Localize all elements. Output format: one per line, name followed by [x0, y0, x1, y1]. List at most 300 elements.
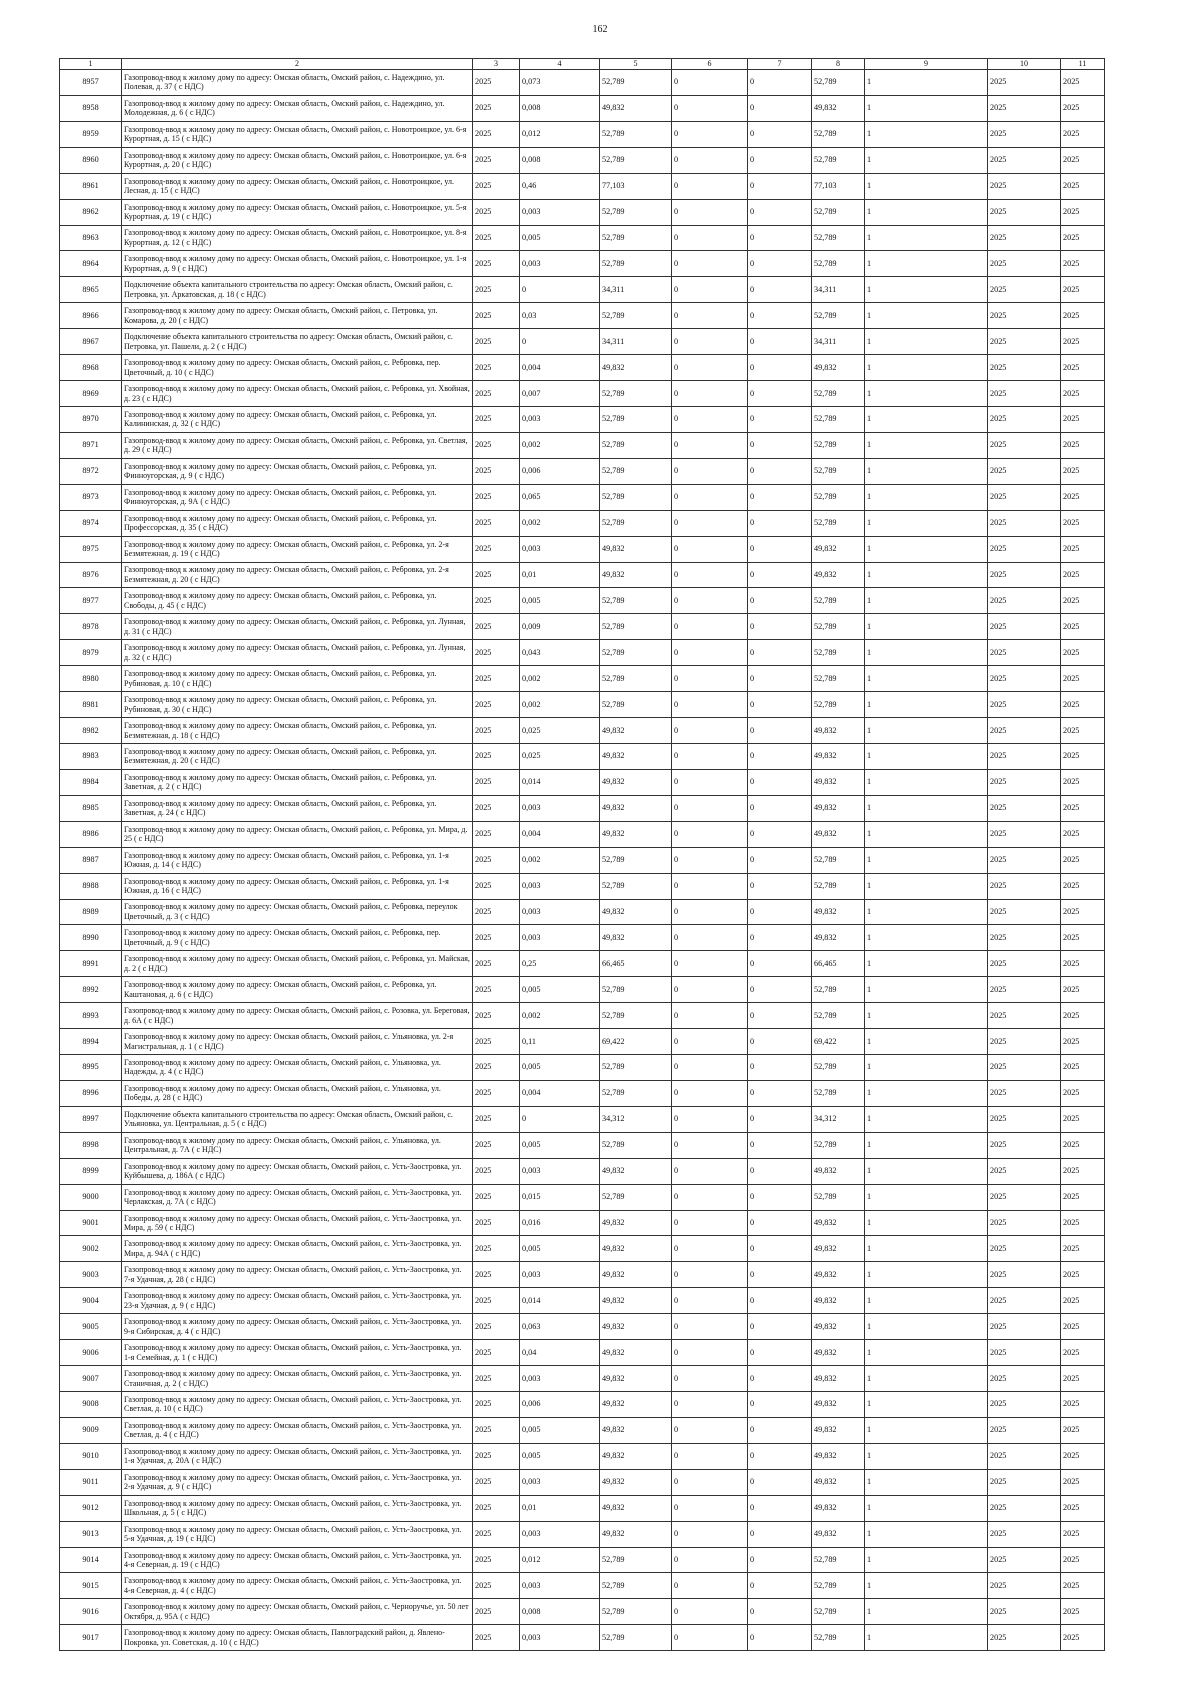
- col-6-value-cell: 0: [672, 951, 748, 977]
- col-3-year-cell: 2025: [473, 562, 520, 588]
- col-5-value-cell: 52,789: [600, 666, 672, 692]
- col-4-value-cell: 0,002: [520, 1003, 600, 1029]
- col-11-year-cell: 2025: [1061, 1029, 1105, 1055]
- object-description-cell: Газопровод-ввод к жилому дому по адресу: Омская область, Омский район, с. Усть-Заостровка, ул. 9-я Сибирская, д. 4 ( с НДС): [122, 1314, 473, 1340]
- col-6-value-cell: 0: [672, 977, 748, 1003]
- col-3-year-cell: 2025: [473, 1080, 520, 1106]
- col-9-value-cell: 1: [865, 1184, 988, 1210]
- col-4-value-cell: 0,005: [520, 1236, 600, 1262]
- col-5-value-cell: 52,789: [600, 1547, 672, 1573]
- table-row: [60, 536, 1105, 562]
- col-6-value-cell: 0: [672, 1262, 748, 1288]
- table-row: [60, 692, 1105, 718]
- col-9-value-cell: 1: [865, 1210, 988, 1236]
- col-5-value-cell: 52,789: [600, 1055, 672, 1081]
- row-number-cell: 8992: [60, 977, 122, 1003]
- col-4-value-cell: 0,25: [520, 951, 600, 977]
- col-9-value-cell: 1: [865, 251, 988, 277]
- row-number-cell: 8986: [60, 821, 122, 847]
- col-4-value-cell: 0,003: [520, 199, 600, 225]
- col-11-year-cell: 2025: [1061, 1521, 1105, 1547]
- col-8-value-cell: 52,789: [812, 510, 865, 536]
- col-7-value-cell: 0: [748, 1210, 812, 1236]
- object-description-cell: Газопровод-ввод к жилому дому по адресу: Омская область, Омский район, с. Ребровка, ул. Светлая, д. 29 ( с НДС): [122, 432, 473, 458]
- column-header-8: 8: [812, 59, 865, 70]
- col-7-value-cell: 0: [748, 484, 812, 510]
- col-10-year-cell: 2025: [988, 432, 1061, 458]
- col-8-value-cell: 52,789: [812, 1003, 865, 1029]
- col-4-value-cell: 0,002: [520, 432, 600, 458]
- col-4-value-cell: 0,004: [520, 821, 600, 847]
- col-7-value-cell: 0: [748, 692, 812, 718]
- row-number-cell: 8964: [60, 251, 122, 277]
- col-10-year-cell: 2025: [988, 1599, 1061, 1625]
- col-3-year-cell: 2025: [473, 899, 520, 925]
- col-3-year-cell: 2025: [473, 1132, 520, 1158]
- object-description-cell: Газопровод-ввод к жилому дому по адресу: Омская область, Омский район, с. Усть-Заостровка, ул. Станичная, д. 2 ( с НДС): [122, 1366, 473, 1392]
- col-6-value-cell: 0: [672, 1055, 748, 1081]
- col-4-value-cell: 0,009: [520, 614, 600, 640]
- col-5-value-cell: 49,832: [600, 1236, 672, 1262]
- col-11-year-cell: 2025: [1061, 510, 1105, 536]
- row-number-cell: 8959: [60, 121, 122, 147]
- col-3-year-cell: 2025: [473, 873, 520, 899]
- col-7-value-cell: 0: [748, 147, 812, 173]
- col-7-value-cell: 0: [748, 666, 812, 692]
- col-4-value-cell: 0,007: [520, 381, 600, 407]
- row-number-cell: 8972: [60, 458, 122, 484]
- col-3-year-cell: 2025: [473, 1495, 520, 1521]
- table-row: [60, 355, 1105, 381]
- col-11-year-cell: 2025: [1061, 1003, 1105, 1029]
- row-number-cell: 8974: [60, 510, 122, 536]
- row-number-cell: 8999: [60, 1158, 122, 1184]
- table-row: [60, 225, 1105, 251]
- col-11-year-cell: 2025: [1061, 1210, 1105, 1236]
- col-6-value-cell: 0: [672, 1495, 748, 1521]
- col-8-value-cell: 49,832: [812, 769, 865, 795]
- col-7-value-cell: 0: [748, 951, 812, 977]
- col-9-value-cell: 1: [865, 303, 988, 329]
- row-number-cell: 8991: [60, 951, 122, 977]
- col-4-value-cell: 0,002: [520, 692, 600, 718]
- col-11-year-cell: 2025: [1061, 121, 1105, 147]
- col-3-year-cell: 2025: [473, 951, 520, 977]
- table-row: [60, 1495, 1105, 1521]
- col-8-value-cell: 52,789: [812, 303, 865, 329]
- col-7-value-cell: 0: [748, 199, 812, 225]
- object-description-cell: Газопровод-ввод к жилому дому по адресу: Омская область, Омский район, с. Ребровка, ул. Финноугорская, д. 9 ( с НДС): [122, 458, 473, 484]
- col-7-value-cell: 0: [748, 1340, 812, 1366]
- table-row: [60, 303, 1105, 329]
- col-4-value-cell: 0,008: [520, 95, 600, 121]
- col-10-year-cell: 2025: [988, 510, 1061, 536]
- col-7-value-cell: 0: [748, 1158, 812, 1184]
- col-8-value-cell: 52,789: [812, 1625, 865, 1651]
- col-10-year-cell: 2025: [988, 225, 1061, 251]
- col-3-year-cell: 2025: [473, 1366, 520, 1392]
- col-11-year-cell: 2025: [1061, 536, 1105, 562]
- row-number-cell: 9006: [60, 1340, 122, 1366]
- col-11-year-cell: 2025: [1061, 329, 1105, 355]
- col-10-year-cell: 2025: [988, 1029, 1061, 1055]
- col-5-value-cell: 52,789: [600, 1184, 672, 1210]
- object-description-cell: Газопровод-ввод к жилому дому по адресу: Омская область, Омский район, с. Петровка, ул. Комарова, д. 20 ( с НДС): [122, 303, 473, 329]
- col-9-value-cell: 1: [865, 381, 988, 407]
- col-8-value-cell: 34,312: [812, 1106, 865, 1132]
- col-4-value-cell: 0,065: [520, 484, 600, 510]
- table-row: [60, 977, 1105, 1003]
- col-10-year-cell: 2025: [988, 588, 1061, 614]
- col-9-value-cell: 1: [865, 329, 988, 355]
- object-description-cell: Газопровод-ввод к жилому дому по адресу: Омская область, Омский район, с. Усть-Заостровка, ул. 1-я Удачная, д. 20А ( с НДС): [122, 1443, 473, 1469]
- col-10-year-cell: 2025: [988, 1495, 1061, 1521]
- col-6-value-cell: 0: [672, 225, 748, 251]
- col-5-value-cell: 52,789: [600, 1625, 672, 1651]
- col-8-value-cell: 52,789: [812, 873, 865, 899]
- col-11-year-cell: 2025: [1061, 1469, 1105, 1495]
- col-11-year-cell: 2025: [1061, 1599, 1105, 1625]
- col-7-value-cell: 0: [748, 614, 812, 640]
- col-10-year-cell: 2025: [988, 847, 1061, 873]
- object-description-cell: Газопровод-ввод к жилому дому по адресу: Омская область, Омский район, с. Новотроицкое, ул. 8-я Курортная, д. 12 ( с НДС): [122, 225, 473, 251]
- col-5-value-cell: 49,832: [600, 1210, 672, 1236]
- col-7-value-cell: 0: [748, 70, 812, 96]
- col-8-value-cell: 52,789: [812, 614, 865, 640]
- col-6-value-cell: 0: [672, 510, 748, 536]
- object-description-cell: Газопровод-ввод к жилому дому по адресу: Омская область, Омский район, с. Усть-Заостровка, ул. Мира, д. 59 ( с НДС): [122, 1210, 473, 1236]
- row-number-cell: 8968: [60, 355, 122, 381]
- col-3-year-cell: 2025: [473, 510, 520, 536]
- col-7-value-cell: 0: [748, 510, 812, 536]
- col-3-year-cell: 2025: [473, 199, 520, 225]
- col-8-value-cell: 52,789: [812, 381, 865, 407]
- table-body: [60, 70, 1105, 1651]
- col-7-value-cell: 0: [748, 121, 812, 147]
- object-description-cell: Газопровод-ввод к жилому дому по адресу: Омская область, Омский район, с. Ребровка, ул. Калининская, д. 32 ( с НДС): [122, 406, 473, 432]
- col-9-value-cell: 1: [865, 147, 988, 173]
- col-9-value-cell: 1: [865, 1106, 988, 1132]
- col-9-value-cell: 1: [865, 1314, 988, 1340]
- col-3-year-cell: 2025: [473, 225, 520, 251]
- col-3-year-cell: 2025: [473, 1599, 520, 1625]
- col-9-value-cell: 1: [865, 1029, 988, 1055]
- col-5-value-cell: 52,789: [600, 873, 672, 899]
- col-6-value-cell: 0: [672, 121, 748, 147]
- col-6-value-cell: 0: [672, 1132, 748, 1158]
- table-row: [60, 329, 1105, 355]
- col-4-value-cell: 0,03: [520, 303, 600, 329]
- col-5-value-cell: 52,789: [600, 1132, 672, 1158]
- object-description-cell: Газопровод-ввод к жилому дому по адресу: Омская область, Омский район, с. Ребровка, ул. 1-я Южная, д. 14 ( с НДС): [122, 847, 473, 873]
- col-9-value-cell: 1: [865, 355, 988, 381]
- col-9-value-cell: 1: [865, 406, 988, 432]
- row-number-cell: 8969: [60, 381, 122, 407]
- object-description-cell: Газопровод-ввод к жилому дому по адресу: Омская область, Омский район, с. Усть-Заостровка, ул. Куйбышева, д. 186А ( с НДС): [122, 1158, 473, 1184]
- object-description-cell: Газопровод-ввод к жилому дому по адресу: Омская область, Омский район, с. Усть-Заостровка, ул. Школьная, д. 5 ( с НДС): [122, 1495, 473, 1521]
- col-5-value-cell: 77,103: [600, 173, 672, 199]
- col-11-year-cell: 2025: [1061, 1495, 1105, 1521]
- col-4-value-cell: 0,002: [520, 666, 600, 692]
- col-4-value-cell: 0,005: [520, 1055, 600, 1081]
- col-4-value-cell: 0,063: [520, 1314, 600, 1340]
- col-4-value-cell: 0,008: [520, 147, 600, 173]
- col-10-year-cell: 2025: [988, 795, 1061, 821]
- col-8-value-cell: 52,789: [812, 640, 865, 666]
- object-description-cell: Газопровод-ввод к жилому дому по адресу: Омская область, Омский район, с. Ребровка, ул. Лунная, д. 32 ( с НДС): [122, 640, 473, 666]
- row-number-cell: 9016: [60, 1599, 122, 1625]
- col-8-value-cell: 52,789: [812, 692, 865, 718]
- col-11-year-cell: 2025: [1061, 821, 1105, 847]
- object-description-cell: Газопровод-ввод к жилому дому по адресу: Омская область, Омский район, с. Ребровка, ул. Каштановая, д. 6 ( с НДС): [122, 977, 473, 1003]
- row-number-cell: 8962: [60, 199, 122, 225]
- col-11-year-cell: 2025: [1061, 614, 1105, 640]
- col-3-year-cell: 2025: [473, 1210, 520, 1236]
- col-6-value-cell: 0: [672, 1521, 748, 1547]
- col-3-year-cell: 2025: [473, 1521, 520, 1547]
- col-11-year-cell: 2025: [1061, 406, 1105, 432]
- col-10-year-cell: 2025: [988, 1236, 1061, 1262]
- column-header-3: 3: [473, 59, 520, 70]
- row-number-cell: 8966: [60, 303, 122, 329]
- row-number-cell: 9002: [60, 1236, 122, 1262]
- col-4-value-cell: 0,003: [520, 406, 600, 432]
- row-number-cell: 8971: [60, 432, 122, 458]
- col-6-value-cell: 0: [672, 199, 748, 225]
- table-row: [60, 718, 1105, 744]
- col-10-year-cell: 2025: [988, 329, 1061, 355]
- col-8-value-cell: 49,832: [812, 1495, 865, 1521]
- col-4-value-cell: 0,008: [520, 1599, 600, 1625]
- col-5-value-cell: 49,832: [600, 1366, 672, 1392]
- col-7-value-cell: 0: [748, 588, 812, 614]
- col-7-value-cell: 0: [748, 1573, 812, 1599]
- col-4-value-cell: 0,003: [520, 1262, 600, 1288]
- col-8-value-cell: 52,789: [812, 1573, 865, 1599]
- object-description-cell: Газопровод-ввод к жилому дому по адресу: Омская область, Омский район, с. Усть-Заостровка, ул. 5-я Удачная, д. 19 ( с НДС): [122, 1521, 473, 1547]
- col-7-value-cell: 0: [748, 1132, 812, 1158]
- table-row: [60, 640, 1105, 666]
- table-row: [60, 614, 1105, 640]
- col-10-year-cell: 2025: [988, 1158, 1061, 1184]
- col-4-value-cell: 0: [520, 329, 600, 355]
- col-3-year-cell: 2025: [473, 432, 520, 458]
- table-row: [60, 1521, 1105, 1547]
- col-5-value-cell: 49,832: [600, 925, 672, 951]
- col-9-value-cell: 1: [865, 925, 988, 951]
- col-4-value-cell: 0,003: [520, 1521, 600, 1547]
- col-11-year-cell: 2025: [1061, 1236, 1105, 1262]
- col-4-value-cell: 0,01: [520, 1495, 600, 1521]
- row-number-cell: 8987: [60, 847, 122, 873]
- col-9-value-cell: 1: [865, 562, 988, 588]
- col-6-value-cell: 0: [672, 1003, 748, 1029]
- col-9-value-cell: 1: [865, 1236, 988, 1262]
- row-number-cell: 9014: [60, 1547, 122, 1573]
- object-description-cell: Газопровод-ввод к жилому дому по адресу: Омская область, Омский район, с. Ребровка, ул. Профессорская, д. 35 ( с НДС): [122, 510, 473, 536]
- col-3-year-cell: 2025: [473, 1469, 520, 1495]
- col-11-year-cell: 2025: [1061, 562, 1105, 588]
- col-10-year-cell: 2025: [988, 562, 1061, 588]
- table-row: [60, 277, 1105, 303]
- col-8-value-cell: 49,832: [812, 795, 865, 821]
- col-4-value-cell: 0,003: [520, 251, 600, 277]
- col-3-year-cell: 2025: [473, 1392, 520, 1418]
- col-11-year-cell: 2025: [1061, 925, 1105, 951]
- col-9-value-cell: 1: [865, 1625, 988, 1651]
- col-6-value-cell: 0: [672, 251, 748, 277]
- col-11-year-cell: 2025: [1061, 199, 1105, 225]
- col-10-year-cell: 2025: [988, 692, 1061, 718]
- col-5-value-cell: 52,789: [600, 1003, 672, 1029]
- col-5-value-cell: 52,789: [600, 251, 672, 277]
- col-3-year-cell: 2025: [473, 769, 520, 795]
- col-9-value-cell: 1: [865, 1262, 988, 1288]
- table-row: [60, 95, 1105, 121]
- object-description-cell: Газопровод-ввод к жилому дому по адресу: Омская область, Омский район, с. Ребровка, пер. Цветочный, д. 9 ( с НДС): [122, 925, 473, 951]
- col-6-value-cell: 0: [672, 718, 748, 744]
- col-11-year-cell: 2025: [1061, 458, 1105, 484]
- col-5-value-cell: 49,832: [600, 795, 672, 821]
- column-header-4: 4: [520, 59, 600, 70]
- col-5-value-cell: 49,832: [600, 769, 672, 795]
- col-5-value-cell: 52,789: [600, 199, 672, 225]
- col-4-value-cell: 0,003: [520, 536, 600, 562]
- row-number-cell: 9001: [60, 1210, 122, 1236]
- row-number-cell: 9003: [60, 1262, 122, 1288]
- col-9-value-cell: 1: [865, 588, 988, 614]
- col-8-value-cell: 52,789: [812, 458, 865, 484]
- col-5-value-cell: 52,789: [600, 977, 672, 1003]
- col-4-value-cell: 0,04: [520, 1340, 600, 1366]
- col-4-value-cell: 0,005: [520, 588, 600, 614]
- table-row: [60, 1469, 1105, 1495]
- col-4-value-cell: 0,073: [520, 70, 600, 96]
- col-10-year-cell: 2025: [988, 70, 1061, 96]
- column-header-11: 11: [1061, 59, 1105, 70]
- col-7-value-cell: 0: [748, 743, 812, 769]
- row-number-cell: 8990: [60, 925, 122, 951]
- row-number-cell: 8998: [60, 1132, 122, 1158]
- row-number-cell: 8965: [60, 277, 122, 303]
- col-9-value-cell: 1: [865, 1521, 988, 1547]
- col-8-value-cell: 77,103: [812, 173, 865, 199]
- row-number-cell: 9009: [60, 1417, 122, 1443]
- col-8-value-cell: 49,832: [812, 1262, 865, 1288]
- row-number-cell: 9012: [60, 1495, 122, 1521]
- col-7-value-cell: 0: [748, 1599, 812, 1625]
- col-7-value-cell: 0: [748, 1184, 812, 1210]
- col-8-value-cell: 49,832: [812, 1314, 865, 1340]
- col-9-value-cell: 1: [865, 1132, 988, 1158]
- row-number-cell: 9008: [60, 1392, 122, 1418]
- col-10-year-cell: 2025: [988, 951, 1061, 977]
- col-9-value-cell: 1: [865, 225, 988, 251]
- col-7-value-cell: 0: [748, 1366, 812, 1392]
- table-row: [60, 847, 1105, 873]
- col-10-year-cell: 2025: [988, 640, 1061, 666]
- col-7-value-cell: 0: [748, 251, 812, 277]
- col-5-value-cell: 52,789: [600, 510, 672, 536]
- col-11-year-cell: 2025: [1061, 899, 1105, 925]
- col-5-value-cell: 49,832: [600, 536, 672, 562]
- col-3-year-cell: 2025: [473, 821, 520, 847]
- col-5-value-cell: 49,832: [600, 743, 672, 769]
- object-description-cell: Газопровод-ввод к жилому дому по адресу: Омская область, Омский район, с. Ребровка, ул. 2-я Безмятежная, д. 20 ( с НДС): [122, 562, 473, 588]
- col-7-value-cell: 0: [748, 1495, 812, 1521]
- col-9-value-cell: 1: [865, 718, 988, 744]
- col-10-year-cell: 2025: [988, 1392, 1061, 1418]
- col-7-value-cell: 0: [748, 562, 812, 588]
- col-4-value-cell: 0,003: [520, 1158, 600, 1184]
- col-5-value-cell: 49,832: [600, 1340, 672, 1366]
- table-header-row: [60, 59, 1105, 70]
- col-8-value-cell: 52,789: [812, 847, 865, 873]
- table-row: [60, 1080, 1105, 1106]
- col-11-year-cell: 2025: [1061, 1443, 1105, 1469]
- col-5-value-cell: 52,789: [600, 847, 672, 873]
- col-7-value-cell: 0: [748, 355, 812, 381]
- col-10-year-cell: 2025: [988, 458, 1061, 484]
- col-5-value-cell: 66,465: [600, 951, 672, 977]
- col-5-value-cell: 52,789: [600, 1573, 672, 1599]
- object-description-cell: Газопровод-ввод к жилому дому по адресу: Омская область, Омский район, с. Ребровка, ул. Мира, д. 25 ( с НДС): [122, 821, 473, 847]
- col-10-year-cell: 2025: [988, 769, 1061, 795]
- col-7-value-cell: 0: [748, 406, 812, 432]
- col-8-value-cell: 49,832: [812, 1366, 865, 1392]
- col-10-year-cell: 2025: [988, 1547, 1061, 1573]
- object-description-cell: Газопровод-ввод к жилому дому по адресу: Омская область, Павлоградский район, д. Явлено-Покровка, ул. Советская, д. 10 ( с НДС): [122, 1625, 473, 1651]
- col-11-year-cell: 2025: [1061, 432, 1105, 458]
- col-8-value-cell: 52,789: [812, 588, 865, 614]
- object-description-cell: Газопровод-ввод к жилому дому по адресу: Омская область, Омский район, с. Усть-Заостровка, ул. Мира, д. 94А ( с НДС): [122, 1236, 473, 1262]
- col-4-value-cell: 0,46: [520, 173, 600, 199]
- col-8-value-cell: 34,311: [812, 329, 865, 355]
- col-11-year-cell: 2025: [1061, 173, 1105, 199]
- col-9-value-cell: 1: [865, 121, 988, 147]
- col-7-value-cell: 0: [748, 1392, 812, 1418]
- col-5-value-cell: 49,832: [600, 1392, 672, 1418]
- object-description-cell: Газопровод-ввод к жилому дому по адресу: Омская область, Омский район, с. Усть-Заостровка, ул. 23-я Удачная, д. 9 ( с НДС): [122, 1288, 473, 1314]
- col-5-value-cell: 49,832: [600, 1521, 672, 1547]
- col-6-value-cell: 0: [672, 873, 748, 899]
- col-6-value-cell: 0: [672, 406, 748, 432]
- col-5-value-cell: 52,789: [600, 614, 672, 640]
- col-11-year-cell: 2025: [1061, 640, 1105, 666]
- col-3-year-cell: 2025: [473, 1055, 520, 1081]
- col-5-value-cell: 49,832: [600, 718, 672, 744]
- object-description-cell: Газопровод-ввод к жилому дому по адресу: Омская область, Омский район, с. Надеждино, ул. Молодежная, д. 6 ( с НДС): [122, 95, 473, 121]
- table-row: [60, 1132, 1105, 1158]
- col-11-year-cell: 2025: [1061, 692, 1105, 718]
- col-10-year-cell: 2025: [988, 536, 1061, 562]
- col-7-value-cell: 0: [748, 173, 812, 199]
- table-row: [60, 769, 1105, 795]
- col-3-year-cell: 2025: [473, 1288, 520, 1314]
- col-6-value-cell: 0: [672, 355, 748, 381]
- object-description-cell: Газопровод-ввод к жилому дому по адресу: Омская область, Омский район, с. Ребровка, ул. Рубиновая, д. 30 ( с НДС): [122, 692, 473, 718]
- table-row: [60, 1158, 1105, 1184]
- col-5-value-cell: 34,311: [600, 329, 672, 355]
- col-6-value-cell: 0: [672, 692, 748, 718]
- object-description-cell: Газопровод-ввод к жилому дому по адресу: Омская область, Омский район, с. Ребровка, ул. Хвойная, д. 23 ( с НДС): [122, 381, 473, 407]
- col-6-value-cell: 0: [672, 1184, 748, 1210]
- col-10-year-cell: 2025: [988, 1521, 1061, 1547]
- col-8-value-cell: 49,832: [812, 1236, 865, 1262]
- col-3-year-cell: 2025: [473, 795, 520, 821]
- col-9-value-cell: 1: [865, 640, 988, 666]
- col-5-value-cell: 49,832: [600, 562, 672, 588]
